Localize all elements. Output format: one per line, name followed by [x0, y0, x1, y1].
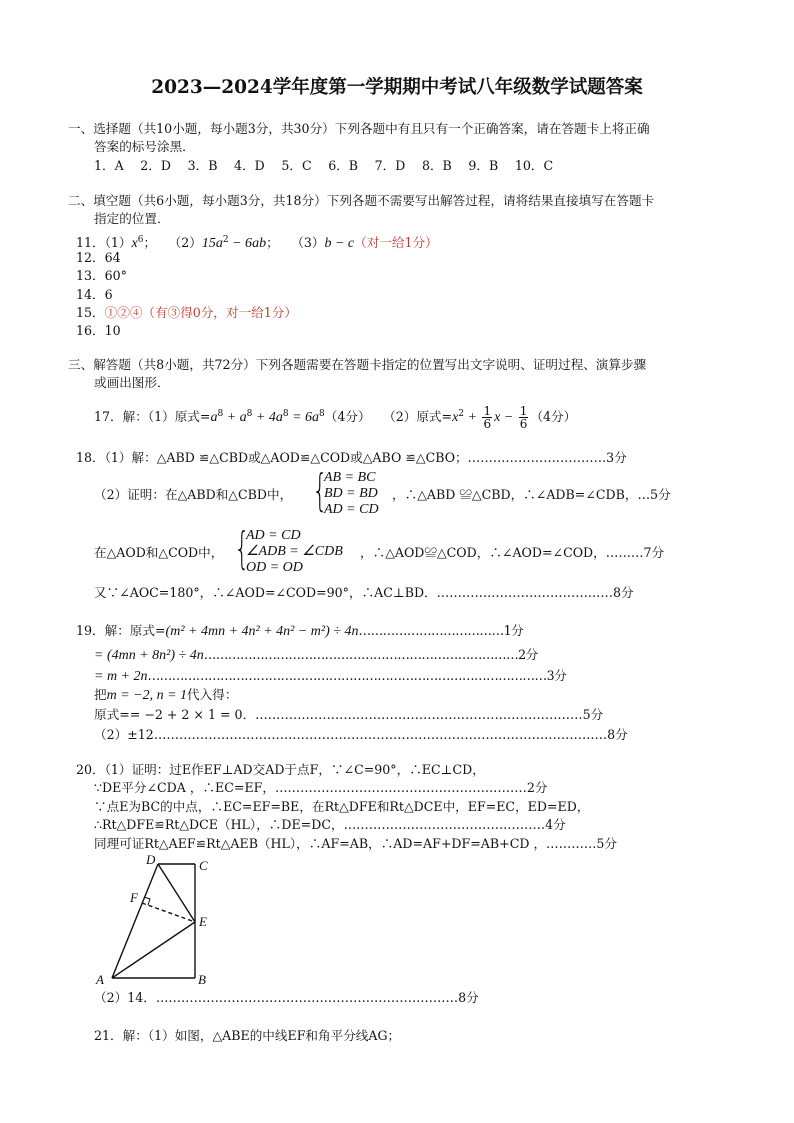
q20-line2: ∵DE平分∠CDA ，∴EC=EF，……………………………………………………2分 — [94, 780, 548, 795]
q20-geometry-figure — [90, 850, 230, 990]
q17-score1: （4分） — [324, 409, 365, 425]
q16-answer: 16．10 — [76, 323, 121, 338]
q13-answer: 13．60° — [76, 268, 127, 283]
q18-part2-pre: （2）证明：在△ABD和△CBD中， — [94, 487, 293, 502]
q15-note: （有③得0分，对一给1分） — [142, 305, 297, 320]
q19-subst-post: 代入得： — [187, 687, 238, 702]
q15-answer — [76, 305, 297, 321]
page-title: 2023—2024学年度第一学期期中考试八年级数学试题答案 — [151, 77, 643, 98]
label-c: C — [199, 858, 208, 873]
q17-score2: （4分） — [530, 409, 577, 425]
label-b: B — [198, 972, 206, 987]
q11-part1: x — [131, 236, 138, 252]
q17-exp3: 8 — [282, 409, 289, 419]
q17-term4: a — [312, 410, 320, 426]
q11-sep2: ； （3） — [266, 235, 325, 251]
q19-expr1: (m² + 4mn + 4n² + 4n² − m²) ÷ 4n — [165, 624, 359, 639]
q19-line2 — [94, 647, 538, 664]
q18-brace1: { — [312, 465, 328, 516]
q17-eq: = 6 — [288, 410, 313, 426]
q18-system2 — [246, 528, 343, 576]
q17-exp1: 8 — [217, 409, 224, 419]
q11-label: 11．（1） — [76, 235, 132, 251]
q17-exp2: 8 — [246, 409, 253, 419]
label-f: F — [130, 890, 138, 905]
q11-part3: b − c — [324, 236, 355, 252]
q18-part2-post: ，∴△ABD ≌△CBD，∴∠ADB=∠CDB，…5分 — [392, 487, 671, 502]
section3-heading: 三、解答题（共8小题，共72分）下列各题需要在答题卡指定的位置写出文字说明、证明过程、演算步骤 — [68, 357, 647, 372]
q17-x: x — [452, 410, 459, 426]
q18-brace2: { — [234, 523, 250, 574]
q17-frac1-num: 1 — [483, 404, 492, 419]
q20-line4: ∴Rt△DFE≌Rt△DCE（HL），∴DE=DC，…………………………………………4分 — [94, 817, 566, 832]
q18-sys1-row: AD = CD — [324, 502, 379, 517]
segment-de — [158, 864, 195, 922]
q17-xexp: 2 — [458, 409, 465, 419]
q18-sys2-row: ∠ADB = ∠CDB — [246, 544, 343, 559]
q18-sys2-row: OD = OD — [246, 560, 303, 575]
q11-sep1: ； （2） — [143, 235, 202, 251]
section1-heading-cont: 答案的标号涂黑． — [94, 139, 195, 154]
q19-label: 19．解：原式= — [76, 623, 166, 638]
q20-part2: （2）14．………………………………………………………………8分 — [94, 990, 479, 1005]
section1-heading: 一、选择题（共10小题，每小题3分，共30分）下列各题中有且只有一个正确答案，请在答题卡上将正确 — [68, 121, 650, 136]
q19-line1 — [76, 623, 523, 640]
q17-term3: a — [275, 410, 283, 426]
choice-answers: 1．A 2．D 3．B 4．D 5．C 6．B 7．D 8．B 9．B 10．C — [94, 158, 554, 173]
q17-exp4: 8 — [319, 409, 325, 419]
q17-x2: x — [494, 410, 501, 426]
q17-frac1-den: 6 — [483, 417, 492, 432]
q17-plus2: + 4 — [252, 410, 276, 426]
q19-line4 — [94, 687, 237, 704]
q19-score1: ………………………………1分 — [358, 623, 524, 638]
q21-line1: 21．解：（1）如图，△ABE的中线EF和角平分线AG； — [94, 1028, 401, 1043]
q18-sys1-row: BD = BD — [324, 486, 378, 501]
label-e: E — [199, 914, 207, 929]
q17-fraction2 — [519, 405, 529, 430]
q11-part2-coef: 15 — [201, 236, 216, 252]
segment-fe-dashed — [142, 903, 195, 922]
q17-fraction1 — [482, 405, 492, 430]
q19-score3: ………………………………………………………………………………………3分 — [147, 668, 567, 683]
label-a: A — [96, 972, 104, 987]
section2-heading-cont: 指定的位置． — [94, 211, 170, 226]
q17-plus1: + — [223, 410, 240, 426]
q19-line3 — [94, 668, 566, 685]
q17-solution — [94, 402, 576, 430]
section3-heading-cont: 或画出图形． — [94, 375, 170, 390]
q15-label: 15． — [76, 305, 105, 320]
section2-heading: 二、填空题（共6小题，每小题3分，共18分）下列各题不需要写出解答过程，请将结果直接填写在答题卡 — [68, 193, 655, 208]
q18-part3-post: ，∴△AOD≌△COD，∴∠AOD=∠COD，………7分 — [360, 545, 665, 560]
q11-part2-exp: 2 — [222, 235, 229, 245]
segment-ae — [112, 922, 195, 978]
label-d: D — [146, 852, 156, 867]
q15-value: ①②④ — [104, 305, 143, 320]
q19-score2: ……………………………………………………………………2分 — [203, 647, 538, 662]
q14-answer: 14．6 — [76, 287, 113, 302]
q17-frac2-num: 1 — [519, 404, 528, 419]
q19-expr2: = (4mn + 8n²) ÷ 4n — [94, 648, 204, 663]
q11-part2-ab: ab — [252, 236, 267, 252]
q12-answer: 12．64 — [76, 250, 121, 265]
q11-part1-exp: 6 — [137, 235, 144, 245]
q18-part1: 18．（1）解：△ABD ≌△CBD或△AOD≌△COD或△ABO ≌△CBO；……………………………3分 — [76, 450, 627, 465]
q18-part3-pre: 在△AOD和△COD中， — [94, 545, 224, 560]
q11-part2-var: a — [215, 236, 223, 252]
q11-note: （对一给1分） — [354, 235, 438, 251]
q19-subst-label: 把 — [94, 687, 107, 702]
q20-line3: ∵点E为BC的中点，∴EC=EF=BE，在Rt△DFE和Rt△DCE中，EF=EC，ED=ED， — [94, 799, 590, 814]
segment-ad — [112, 864, 158, 978]
q20-line5: 同理可证Rt△AEF≌Rt△AEB（HL），∴AF=AB，∴AD=AF+DF=AB+CD ，…………5分 — [94, 836, 618, 851]
q19-line6: （2）±12………………………………………………………………………………………………8分 — [94, 727, 628, 742]
q17-frac2-den: 6 — [519, 417, 528, 432]
q17-minus: − — [500, 410, 517, 426]
q19-line5: 原式== −2 + 2 × 1 = 0．……………………………………………………………………5分 — [94, 707, 604, 722]
q11-answer — [76, 232, 438, 252]
q18-sys1-row: AB = BC — [324, 470, 376, 485]
q11-part2-minus: − 6 — [228, 236, 253, 252]
q20-line1: 20．（1）证明：过E作EF⊥AD交AD于点F，∵∠C=90°，∴EC⊥CD， — [76, 762, 485, 777]
q18-sys2-row: AD = CD — [246, 528, 301, 543]
q18-system1 — [324, 470, 379, 518]
q17-plus3: + — [464, 410, 481, 426]
q19-expr3: = m + 2n — [94, 669, 148, 684]
q17-term1: a — [210, 410, 218, 426]
q17-label: 17．解：（1）原式= — [94, 409, 211, 425]
q17-part2: （2）原式= — [364, 409, 453, 425]
q19-subst-expr: m = −2, n = 1 — [106, 688, 188, 703]
q17-term2: a — [239, 410, 247, 426]
q18-conclusion: 又∵∠AOC=180°，∴∠AOD=∠COD=90°，∴AC⊥BD．……………………………………8分 — [94, 585, 634, 600]
